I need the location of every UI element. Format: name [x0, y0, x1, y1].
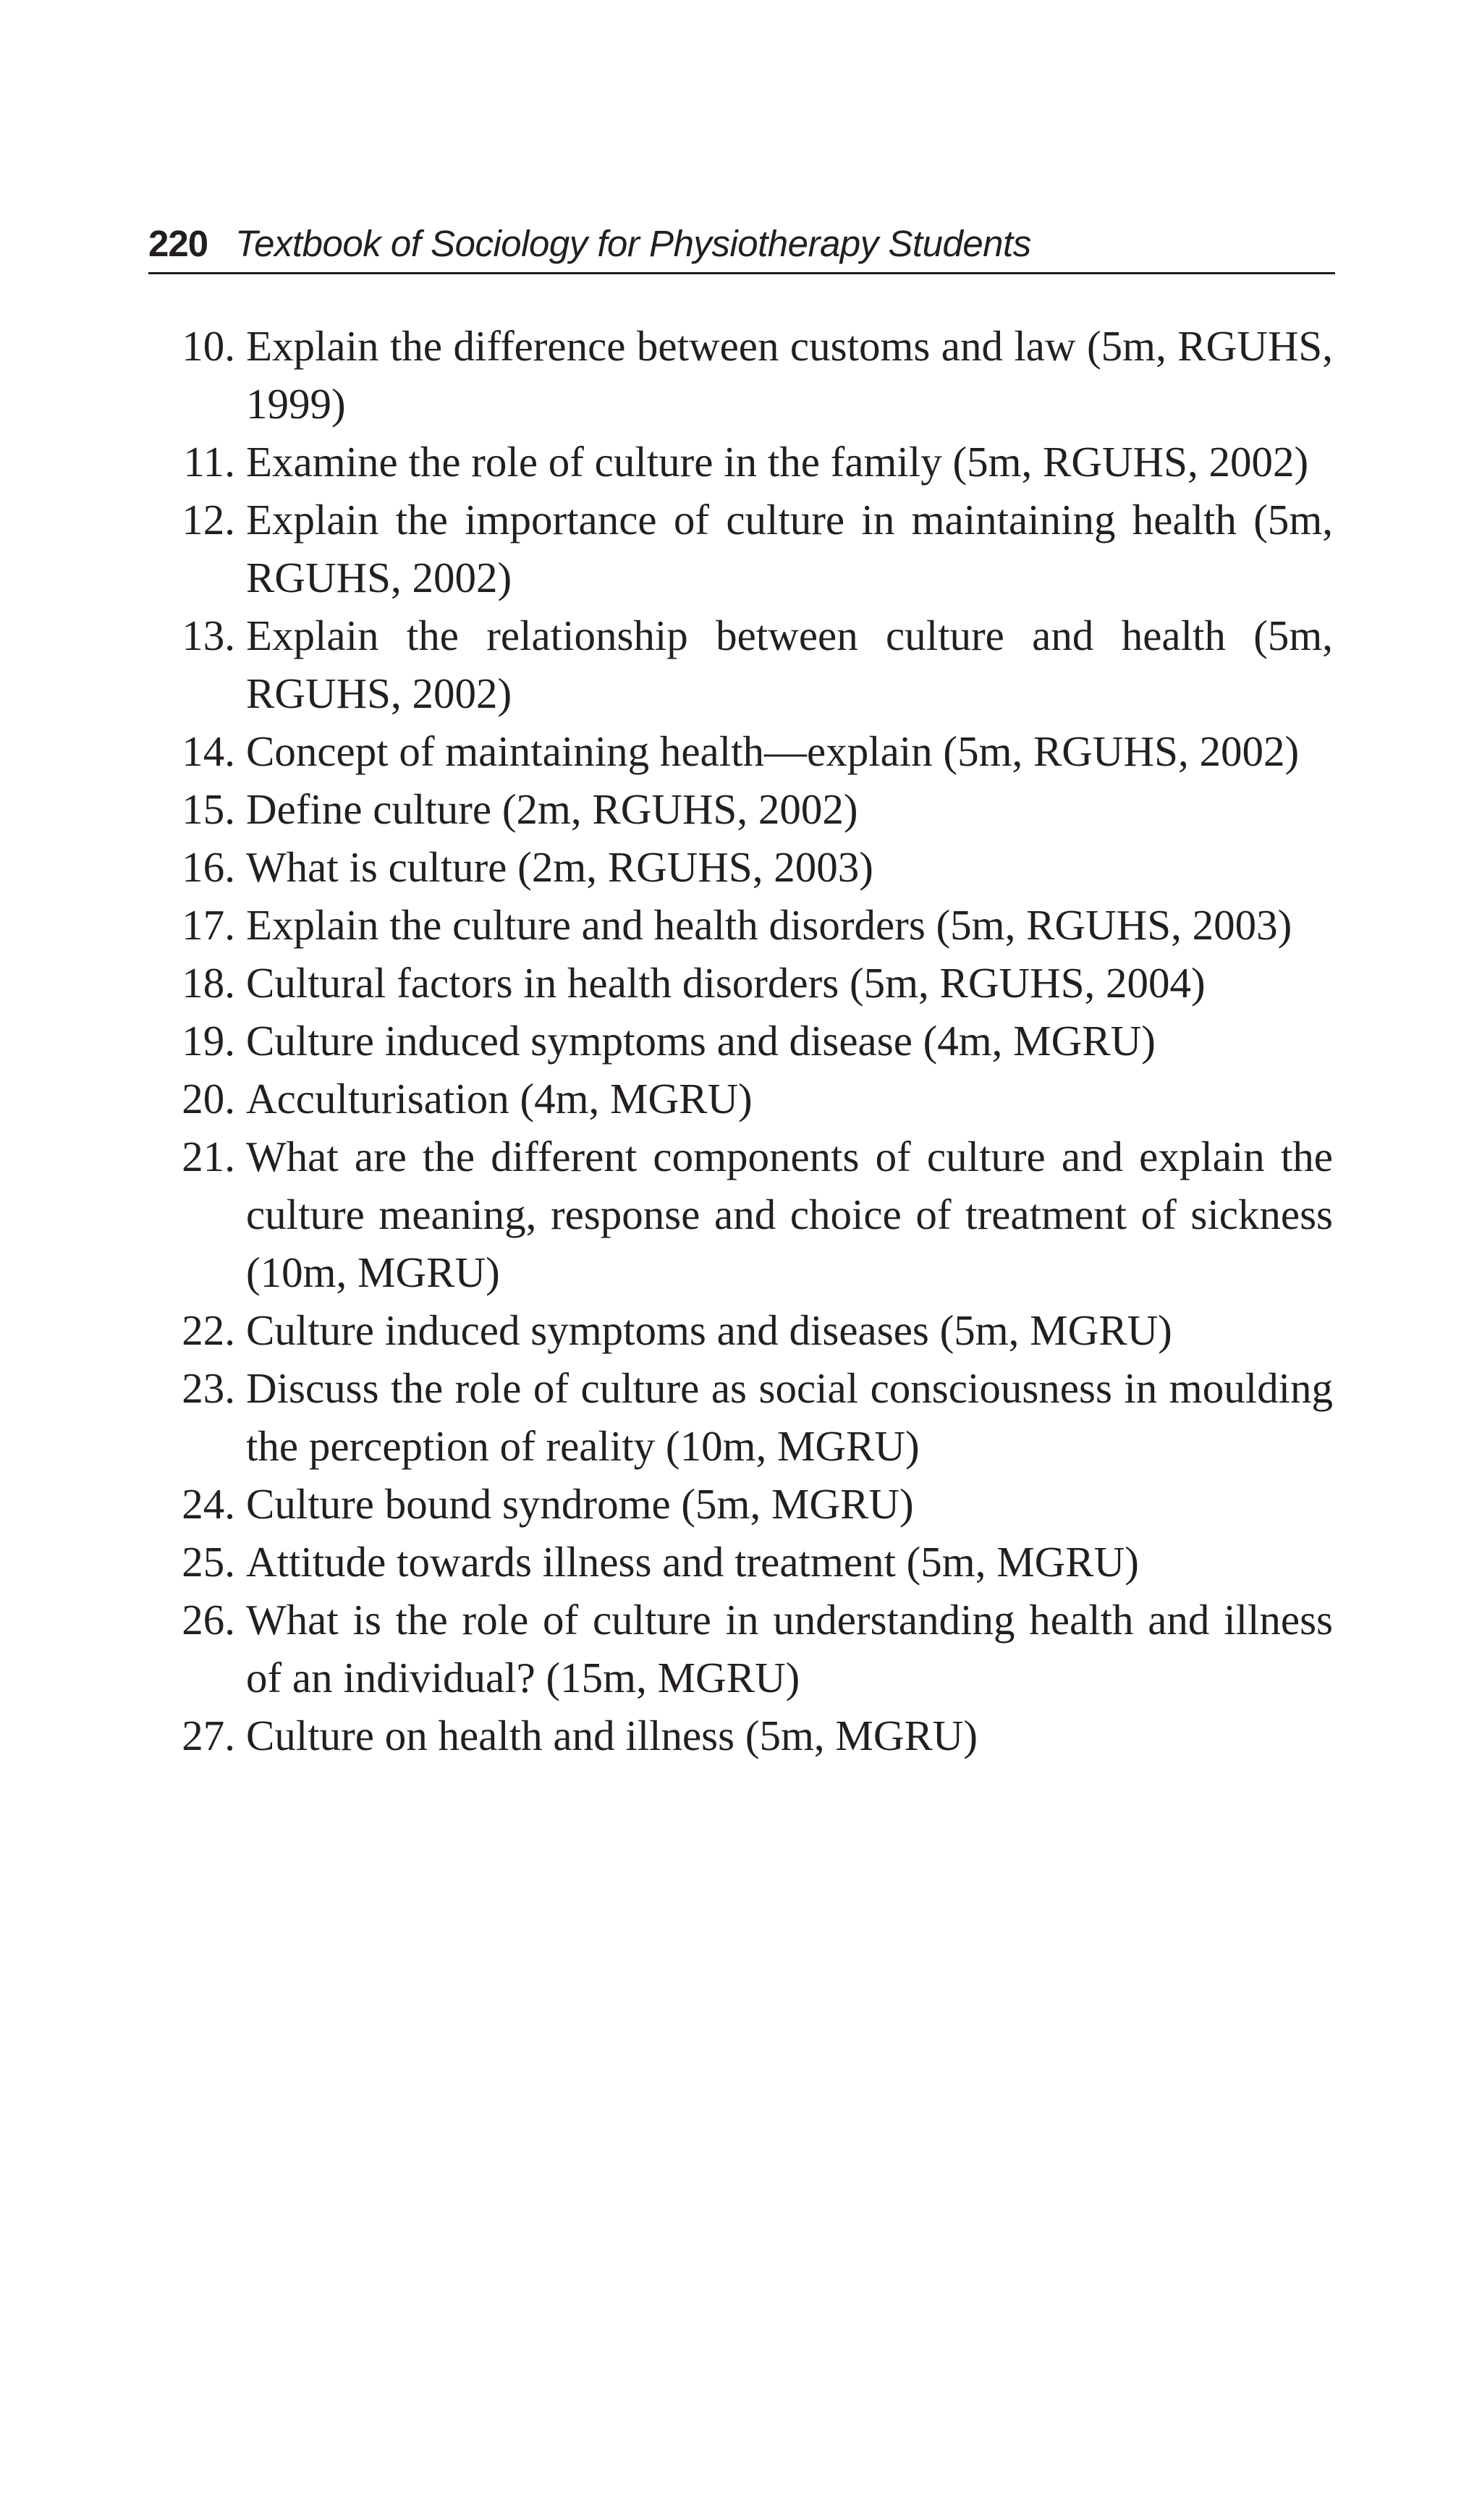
question-number: 21. [182, 1133, 235, 1180]
question-text: Explain the importance of culture in maintaining health (5m, RGUHS, 2002) [246, 496, 1333, 601]
question-number: 20. [182, 1075, 235, 1122]
question-number: 18. [182, 959, 235, 1007]
question-text: Explain the difference between customs and law (5m, RGUHS, 1999) [246, 322, 1333, 428]
list-item [0, 1359, 1482, 1475]
question-text: Explain the relationship between culture and health (5m, RGUHS, 2002) [246, 612, 1333, 717]
question-number: 26. [182, 1596, 235, 1644]
question-number: 10. [182, 322, 235, 370]
question-text: Culture bound syndrome (5m, MGRU) [246, 1480, 914, 1528]
question-number: 27. [182, 1712, 235, 1759]
question-number: 24. [182, 1480, 235, 1528]
list-item [0, 1591, 1482, 1707]
list-item [0, 317, 1482, 433]
list-item [0, 1301, 1482, 1359]
list-item [0, 1475, 1482, 1533]
question-number: 13. [182, 612, 235, 659]
question-text: What is culture (2m, RGUHS, 2003) [246, 843, 873, 891]
question-text: Culture induced symptoms and diseases (5m, MGRU) [246, 1306, 1172, 1354]
list-item [0, 838, 1482, 896]
book-title: Textbook of Sociology for Physiotherapy Students [235, 223, 1031, 264]
question-text: Culture induced symptoms and disease (4m, MGRU) [246, 1017, 1156, 1065]
question-text: Define culture (2m, RGUHS, 2002) [246, 785, 858, 833]
list-item [0, 1012, 1482, 1070]
question-number: 22. [182, 1306, 235, 1354]
question-number: 25. [182, 1538, 235, 1586]
list-item [0, 1128, 1482, 1301]
question-text: Discuss the role of culture as social consciousness in moulding the perception of reality (10m, MGRU) [246, 1364, 1333, 1470]
question-text: Explain the culture and health disorders (5m, RGUHS, 2003) [246, 901, 1292, 949]
question-list [0, 317, 1482, 1764]
question-number: 16. [182, 843, 235, 891]
question-text: Culture on health and illness (5m, MGRU) [246, 1712, 978, 1759]
question-text: Acculturisation (4m, MGRU) [246, 1075, 753, 1122]
list-item [0, 433, 1482, 491]
running-header [148, 216, 1335, 274]
question-text: Concept of maintaining health—explain (5m, RGUHS, 2002) [246, 727, 1300, 775]
list-item [0, 606, 1482, 722]
question-number: 17. [182, 901, 235, 949]
list-item [0, 722, 1482, 780]
question-number: 11. [183, 438, 235, 486]
list-item [0, 896, 1482, 954]
question-number: 14. [182, 727, 235, 775]
question-number: 15. [182, 785, 235, 833]
question-number: 23. [182, 1364, 235, 1412]
question-text: Examine the role of culture in the family (5m, RGUHS, 2002) [246, 438, 1309, 486]
list-item [0, 780, 1482, 838]
question-text: What is the role of culture in understanding health and illness of an individual? (15m, MGRU) [246, 1596, 1333, 1701]
page-number: 220 [148, 223, 208, 264]
list-item [0, 1070, 1482, 1128]
question-text: Attitude towards illness and treatment (5m, MGRU) [246, 1538, 1139, 1586]
list-item [0, 491, 1482, 606]
list-item [0, 1533, 1482, 1591]
question-text: Cultural factors in health disorders (5m, RGUHS, 2004) [246, 959, 1206, 1007]
list-item [0, 954, 1482, 1012]
question-text: What are the different components of culture and explain the culture meaning, response and choice of treatment of sickness (10m, MGRU) [246, 1133, 1333, 1296]
list-item [0, 1707, 1482, 1764]
question-number: 19. [182, 1017, 235, 1065]
question-number: 12. [182, 496, 235, 544]
